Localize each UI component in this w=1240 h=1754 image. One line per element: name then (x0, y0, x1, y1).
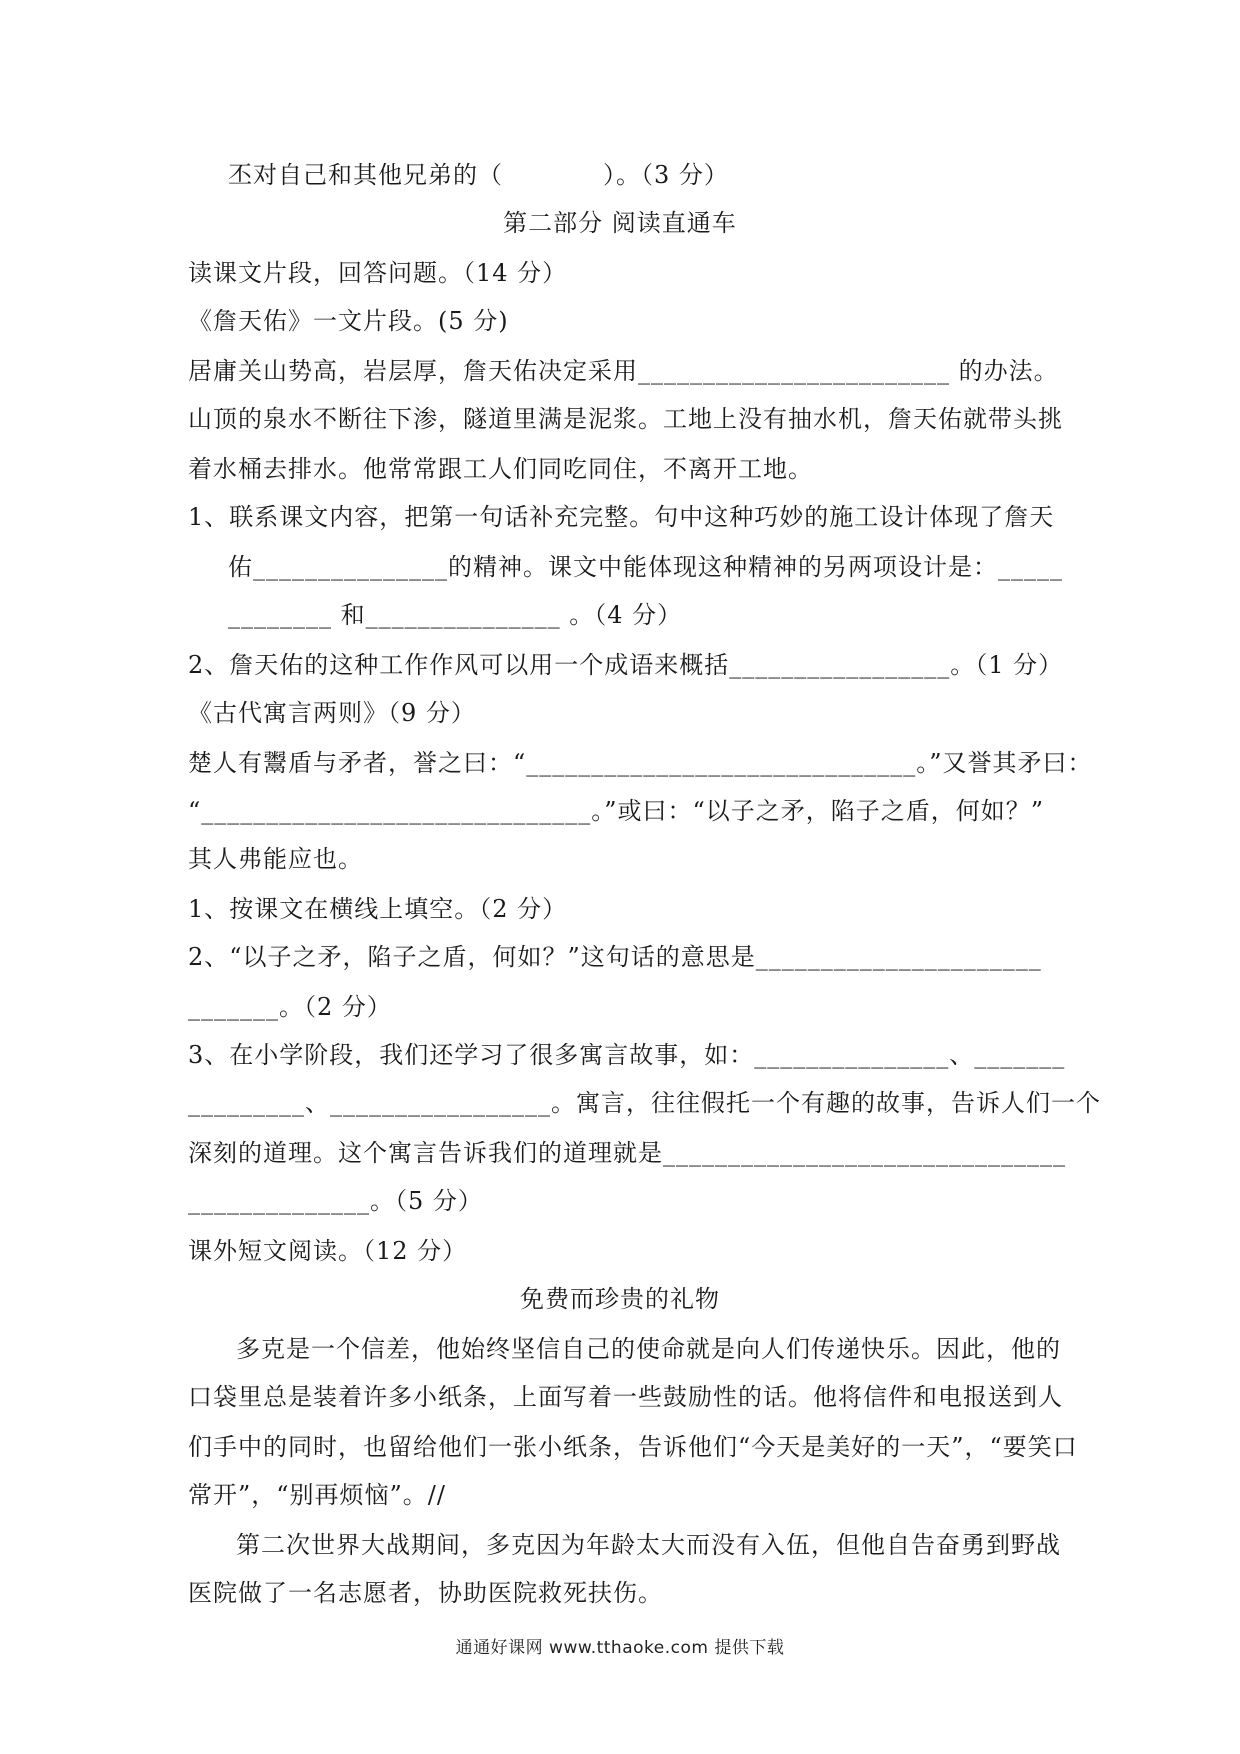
question-line: _________、_________________。寓言，往往假托一个有趣的故事，告诉人们一个 (188, 1089, 1101, 1117)
fable-text-line: “______________________________。”或曰：“以子之矛，陷子之盾，何如？” (188, 797, 1045, 825)
question-line: 3、在小学阶段，我们还学习了很多寓言故事，如：_______________、_______ (188, 1041, 1066, 1069)
excerpt-text-line: 着水桶去排水。他常常跟工人们同吃同住，不离开工地。 (188, 455, 813, 483)
passage-title: 免费而珍贵的礼物 (520, 1285, 720, 1313)
question-line: 佑_______________的精神。课文中能体现这种精神的另两项设计是：_____ (228, 553, 1063, 581)
excerpt-text-line: 山顶的泉水不断往下渗，隧道里满是泥浆。工地上没有抽水机，詹天佑就带头挑 (188, 405, 1063, 433)
question-line: 2、“以子之矛，陷子之盾，何如？”这句话的意思是______________________ (188, 943, 1042, 971)
excerpt-title: 《詹天佑》一文片段。(5 分) (188, 307, 509, 335)
question-line: 1、按课文在横线上填空。（2 分） (188, 895, 568, 923)
question-line: ________ 和_______________ 。（4 分） (228, 601, 683, 629)
question-continuation: 丕对自己和其他兄弟的（ ）。（3 分） (228, 161, 729, 189)
passage-text-line: 医院做了一名志愿者，协助医院救死扶伤。 (188, 1579, 663, 1607)
page-footer: 通通好课网 www.tthaoke.com 提供下载 (455, 1638, 785, 1658)
question-line: 1、联系课文内容，把第一句话补充完整。句中这种巧妙的施工设计体现了詹天 (188, 503, 1055, 531)
fable-text-line: 其人弗能应也。 (188, 845, 363, 873)
reading-instruction: 课外短文阅读。（12 分） (188, 1237, 468, 1265)
passage-text-line: 第二次世界大战期间，多克因为年龄太大而没有入伍，但他自告奋勇到野战 (236, 1531, 1061, 1559)
passage-text-line: 常开”，“别再烦恼”。// (188, 1481, 446, 1509)
excerpt-text-line: 居庸关山势高，岩层厚，詹天佑决定采用________________________ 的办法。 (188, 357, 1059, 385)
question-line: 深刻的道理。这个寓言告诉我们的道理就是_______________________________ (188, 1139, 1066, 1167)
passage-text-line: 多克是一个信差，他始终坚信自己的使命就是向人们传递快乐。因此，他的 (236, 1335, 1061, 1363)
question-line: _______。（2 分） (188, 993, 392, 1021)
passage-text-line: 口袋里总是装着许多小纸条，上面写着一些鼓励性的话。他将信件和电报送到人 (188, 1383, 1063, 1411)
excerpt-title: 《古代寓言两则》（9 分） (188, 699, 476, 727)
question-line: 2、詹天佑的这种工作作风可以用一个成语来概括_________________。（1 分） (188, 651, 1064, 679)
section-heading: 第二部分 阅读直通车 (503, 209, 737, 237)
fable-text-line: 楚人有鬻盾与矛者，誉之曰：“______________________________。”又誉其矛曰： (188, 749, 1093, 777)
reading-instruction: 读课文片段，回答问题。（14 分） (188, 259, 568, 287)
passage-text-line: 们手中的同时，也留给他们一张小纸条，告诉他们“今天是美好的一天”，“要笑口 (188, 1433, 1078, 1461)
question-line: ______________。（5 分） (188, 1187, 483, 1215)
